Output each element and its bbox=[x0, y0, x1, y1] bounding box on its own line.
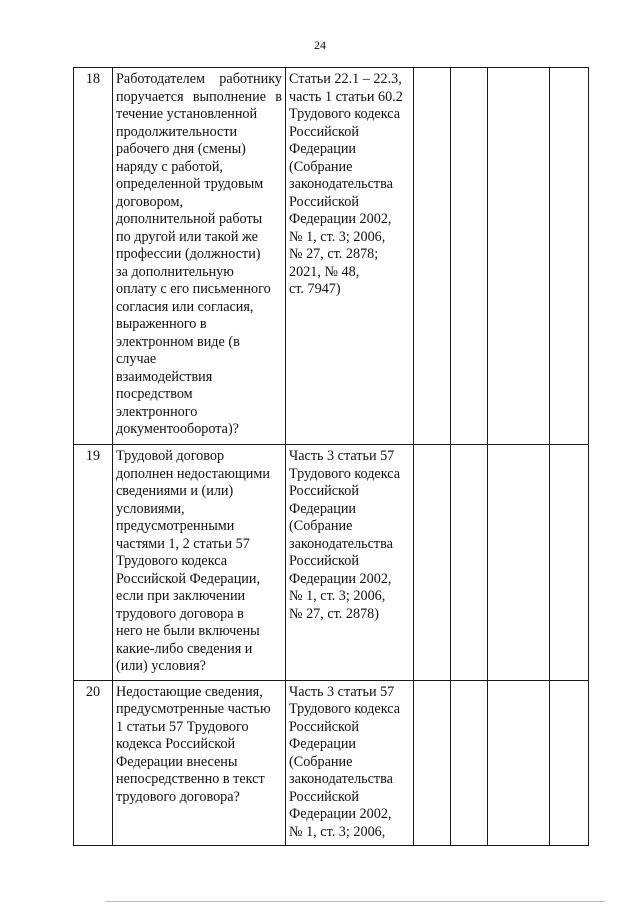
answer-yes-cell[interactable] bbox=[414, 445, 451, 681]
question-line: выраженного в bbox=[116, 316, 207, 332]
question-line: поручается выполнение в bbox=[116, 88, 282, 105]
question-line: случае bbox=[116, 351, 157, 367]
question-line: посредством bbox=[116, 386, 193, 402]
question-line: Трудовой договор bbox=[116, 448, 225, 464]
reference-line: Часть 3 статьи 57 bbox=[289, 448, 395, 464]
question-line: профессии (должности) bbox=[116, 246, 261, 262]
question-line: какие-либо сведения и bbox=[116, 640, 253, 657]
reference-line: Федерации bbox=[289, 141, 357, 157]
question-line: по другой или такой же bbox=[116, 228, 258, 245]
reference-line: Трудового кодекса bbox=[289, 465, 401, 482]
note-cell[interactable] bbox=[550, 680, 589, 846]
reference-line: Федерации 2002, bbox=[289, 570, 392, 587]
reference-line: № 1, ст. 3; 2006, bbox=[289, 823, 386, 840]
reference-line: законодательства bbox=[289, 176, 393, 192]
page-number: 24 bbox=[314, 38, 326, 52]
question-line: за дополнительную bbox=[116, 263, 234, 280]
question-line: Федерации внесены bbox=[116, 753, 238, 770]
reference-cell bbox=[286, 680, 414, 846]
reference-line: Российской bbox=[289, 788, 359, 805]
reference-line: № 27, ст. 2878; bbox=[289, 246, 379, 262]
reference-line: Российской bbox=[289, 718, 359, 735]
reference-line: (Собрание bbox=[289, 518, 353, 534]
answer-no-cell[interactable] bbox=[451, 445, 488, 681]
answer-not-applicable-cell[interactable] bbox=[488, 68, 550, 445]
reference-line: № 27, ст. 2878) bbox=[289, 605, 379, 622]
note-cell[interactable] bbox=[550, 445, 589, 681]
question-line: трудового договора? bbox=[116, 788, 240, 805]
answer-not-applicable-cell[interactable] bbox=[488, 680, 550, 846]
question-line: предусмотренные частью bbox=[116, 701, 271, 717]
reference-line: часть 1 статьи 60.2 bbox=[289, 88, 403, 105]
answer-yes-cell[interactable] bbox=[414, 68, 451, 445]
answer-not-applicable-cell[interactable] bbox=[488, 445, 550, 681]
row-number: 18 bbox=[74, 68, 113, 445]
reference-line: (Собрание bbox=[289, 753, 353, 770]
question-line: частями 1, 2 статьи 57 bbox=[116, 535, 250, 552]
checklist-table bbox=[73, 67, 589, 846]
question-line: предусмотренными bbox=[116, 518, 235, 534]
reference-line: № 1, ст. 3; 2006, bbox=[289, 228, 386, 245]
reference-line: законодательства bbox=[289, 535, 393, 552]
reference-line: 2021, № 48, bbox=[289, 263, 360, 280]
reference-cell bbox=[286, 445, 414, 681]
question-line: оплату с его письменного bbox=[116, 281, 271, 297]
question-line: наряду с работой, bbox=[116, 158, 223, 175]
reference-line: Российской bbox=[289, 193, 359, 210]
question-line: кодекса Российской bbox=[116, 736, 236, 752]
reference-line: законодательства bbox=[289, 771, 393, 787]
reference-line: Федерации bbox=[289, 736, 357, 752]
question-line: сведениями и (или) bbox=[116, 483, 234, 499]
question-line: Работодателем работнику bbox=[116, 71, 282, 87]
reference-line: Статьи 22.1 – 22.3, bbox=[289, 71, 402, 87]
reference-line: Федерации 2002, bbox=[289, 806, 392, 822]
question-cell bbox=[113, 68, 286, 445]
reference-line: Трудового кодекса bbox=[289, 701, 401, 717]
table-row bbox=[74, 68, 589, 445]
question-line: 1 статьи 57 Трудового bbox=[116, 718, 249, 735]
question-line: течение установленной bbox=[116, 106, 258, 122]
reference-line: Федерации bbox=[289, 500, 357, 517]
question-line: него не были включены bbox=[116, 623, 260, 639]
reference-line: № 1, ст. 3; 2006, bbox=[289, 588, 386, 604]
reference-line: Российской bbox=[289, 553, 359, 569]
note-cell[interactable] bbox=[550, 68, 589, 445]
question-line: электронном виде (в bbox=[116, 333, 240, 350]
question-line: трудового договора в bbox=[116, 605, 244, 622]
question-line: взаимодействия bbox=[116, 368, 213, 385]
row-number: 19 bbox=[74, 445, 113, 681]
reference-line: Российской bbox=[289, 123, 359, 140]
answer-no-cell[interactable] bbox=[451, 68, 488, 445]
question-line: продолжительности bbox=[116, 123, 238, 140]
answer-no-cell[interactable] bbox=[451, 680, 488, 846]
question-line: дополнен недостающими bbox=[116, 465, 270, 482]
question-line: Трудового кодекса bbox=[116, 553, 228, 569]
question-line: документооборота)? bbox=[116, 421, 239, 437]
question-line: определенной трудовым bbox=[116, 176, 264, 192]
question-line: условиями, bbox=[116, 500, 185, 517]
reference-line: Российской bbox=[289, 483, 359, 499]
question-line: электронного bbox=[116, 403, 198, 420]
reference-line: Трудового кодекса bbox=[289, 106, 401, 122]
reference-line: (Собрание bbox=[289, 158, 353, 175]
question-line: Недостающие сведения, bbox=[116, 683, 263, 700]
reference-line: Часть 3 статьи 57 bbox=[289, 683, 395, 700]
answer-yes-cell[interactable] bbox=[414, 680, 451, 846]
row-number: 20 bbox=[74, 680, 113, 846]
question-cell bbox=[113, 445, 286, 681]
table-row bbox=[74, 680, 589, 846]
question-line: непосредственно в текст bbox=[116, 771, 265, 787]
question-line: дополнительной работы bbox=[116, 211, 263, 227]
question-line: согласия или согласия, bbox=[116, 298, 254, 315]
question-line: рабочего дня (смены) bbox=[116, 141, 246, 157]
reference-line: ст. 7947) bbox=[289, 281, 341, 297]
question-line: договором, bbox=[116, 193, 184, 210]
question-line: (или) условия? bbox=[116, 658, 206, 674]
question-cell bbox=[113, 680, 286, 846]
question-line: Российской Федерации, bbox=[116, 570, 261, 587]
reference-line: Федерации 2002, bbox=[289, 211, 392, 227]
reference-cell bbox=[286, 68, 414, 445]
scan-edge-line bbox=[105, 901, 605, 902]
question-line: если при заключении bbox=[116, 588, 246, 604]
table-row bbox=[74, 445, 589, 681]
